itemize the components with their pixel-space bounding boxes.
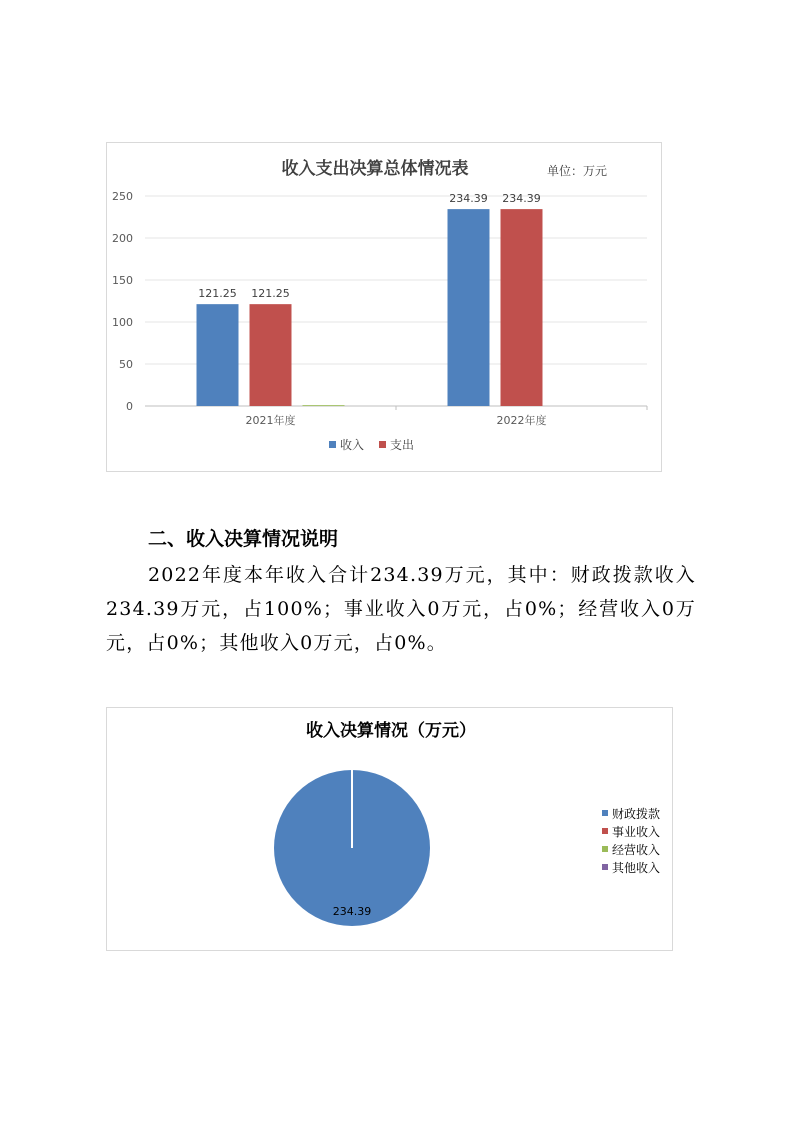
pie-legend-swatch-3 (602, 864, 608, 870)
bar-y-tick-label: 250 (112, 190, 133, 203)
bar-data-label: 234.39 (449, 192, 488, 206)
bar-收入-1 (448, 209, 490, 406)
pie-legend-swatch-1 (602, 828, 608, 834)
bar-y-tick-label: 200 (112, 232, 133, 245)
pie-data-label: 234.39 (332, 905, 372, 918)
bar-chart-marks (197, 192, 543, 406)
bar-chart-title: 收入支出决算总体情况表 (281, 159, 469, 179)
bar-chart-unit-note: 单位：万元 (546, 164, 608, 178)
pie-legend-swatch-2 (602, 846, 608, 852)
pie-chart-slices (274, 770, 430, 926)
bar-收入-0 (197, 304, 239, 406)
bar-data-label: 121.25 (198, 287, 237, 301)
bar-chart-legend (329, 437, 414, 452)
bar-x-tick-label: 2022年度 (496, 414, 547, 427)
bar-data-label: 234.39 (502, 192, 541, 206)
bar-y-tick-label: 0 (126, 400, 133, 413)
pie-chart-frame (106, 707, 673, 951)
pie-chart-legend (602, 806, 660, 875)
pie-legend-label: 事业收入 (612, 825, 661, 839)
bar-支出-1 (501, 209, 543, 406)
pie-legend-label: 其他收入 (612, 861, 661, 875)
section-heading: 二、收入决算情况说明 (148, 528, 339, 550)
bar-y-tick-label: 100 (112, 316, 133, 329)
bar-支出-0 (250, 304, 292, 406)
pie-legend-swatch-0 (602, 810, 608, 816)
bar-chart-y-axis (112, 190, 133, 413)
bar-chart (107, 143, 661, 471)
bar-x-tick-label: 2021年度 (245, 414, 296, 427)
bar-legend-swatch-0 (329, 441, 336, 448)
bar-legend-label: 收入 (340, 438, 365, 452)
bar-y-tick-label: 150 (112, 274, 133, 287)
bar-chart-x-axis (246, 406, 648, 427)
bar-y-tick-label: 50 (119, 358, 133, 371)
bar-legend-swatch-1 (379, 441, 386, 448)
bar-legend-label: 支出 (390, 438, 415, 452)
income-summary-paragraph: 2022年度本年收入合计234.39万元，其中：财政拨款收入234.39万元，占100%；事业收入0万元，占0%；经营收入0万元，占0%；其他收入0万元，占0%。 (106, 564, 696, 654)
bar-chart-frame (106, 142, 662, 472)
pie-chart (107, 708, 672, 950)
pie-legend-label: 财政拨款 (612, 807, 661, 821)
bar-series3-0 (303, 405, 345, 406)
bar-data-label: 121.25 (251, 287, 290, 301)
pie-legend-label: 经营收入 (612, 843, 661, 857)
pie-chart-title: 收入决算情况（万元） (306, 721, 476, 741)
